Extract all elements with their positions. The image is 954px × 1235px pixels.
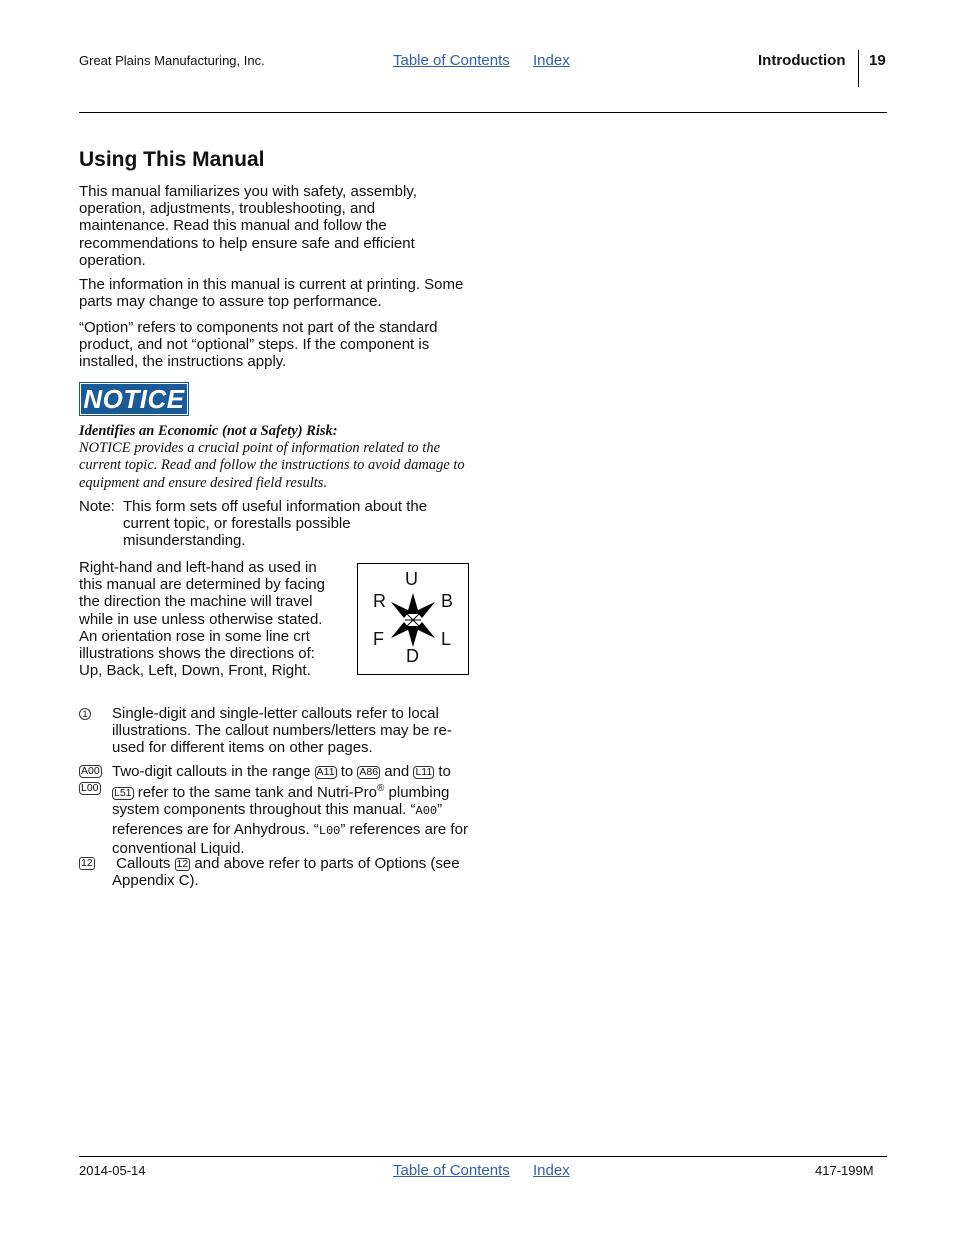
notice-badge-label: NOTICE xyxy=(81,384,187,414)
rose-down: D xyxy=(406,646,419,666)
callout-two-digit-icon-l: L00 xyxy=(81,782,99,794)
header-toc-link[interactable]: Table of Contents xyxy=(393,52,510,69)
orientation-rose xyxy=(357,563,469,675)
option-paragraph: “Option” refers to components not part of the standard product, and not “optional” steps. If the component is installed, the instructions apply. xyxy=(79,319,438,371)
callout-single-text: Single-digit and single-letter callouts refer to local illustrations. The callout numbers/letters may be re-used for different items on other pages. xyxy=(112,705,452,757)
rose-front: F xyxy=(373,629,384,649)
currency-paragraph: The information in this manual is current at printing. Some parts may change to assure top performance. xyxy=(79,276,464,311)
notice-body: NOTICE provides a crucial point of information related to the current topic. Read and follow the instructions to avoid damage to equipment and ensure desired field results. xyxy=(79,440,465,491)
footer-doc-number: 417-199M xyxy=(815,1163,874,1178)
rose-right: R xyxy=(373,591,386,611)
rose-left: L xyxy=(441,629,452,649)
notice-text xyxy=(79,423,474,492)
callout-single-icon: 1 xyxy=(79,708,91,721)
header-separator xyxy=(858,50,859,87)
company-name: Great Plains Manufacturing, Inc. xyxy=(79,53,265,68)
notice-badge xyxy=(79,382,189,416)
header-index-link[interactable]: Index xyxy=(533,52,570,69)
page-number: 19 xyxy=(869,52,886,69)
section-title: Introduction xyxy=(758,52,846,69)
rose-up: U xyxy=(405,569,418,589)
footer-rule xyxy=(79,1156,887,1157)
rose-back: B xyxy=(441,591,454,611)
notice-heading: Identifies an Economic (not a Safety) Risk: xyxy=(79,423,338,439)
callout-two-digit-icon-a: A00 xyxy=(81,765,100,777)
callout-options-icon: 12 xyxy=(81,857,93,869)
footer-toc-link[interactable]: Table of Contents xyxy=(393,1162,510,1179)
note-label: Note: xyxy=(79,498,115,515)
intro-paragraph: This manual familiarizes you with safety, assembly, operation, adjustments, troubleshooting, and maintenance. Read this manual and follow the recommendations to help ensure safe and efficient operation. xyxy=(79,183,417,269)
callout-two-digit-text: Two-digit callouts in the range A11 to A86 and L11 to L51 refer to the same tank and Nutri-Pro® plumbing system components throughout this manual. “A00” references are for Anhydrous. “L00” references are for conventional Liquid. xyxy=(112,763,468,857)
note-text: This form sets off useful information about the current topic, or forestalls possible misunderstanding. xyxy=(123,498,428,550)
page-title: Using This Manual xyxy=(79,148,265,171)
callout-options-text: Callouts 12 and above refer to parts of Options (see Appendix C). xyxy=(112,855,460,890)
footer-index-link[interactable]: Index xyxy=(533,1162,570,1179)
orientation-paragraph: Right-hand and left-hand as used in this manual are determined by facing the direction the machine will travel while in use unless otherwise stated. An orientation rose in some line crt illustrations shows the directions of: Up, Back, Left, Down, Front, Right. xyxy=(79,559,325,680)
header-rule xyxy=(79,112,887,113)
footer-date: 2014-05-14 xyxy=(79,1163,146,1178)
